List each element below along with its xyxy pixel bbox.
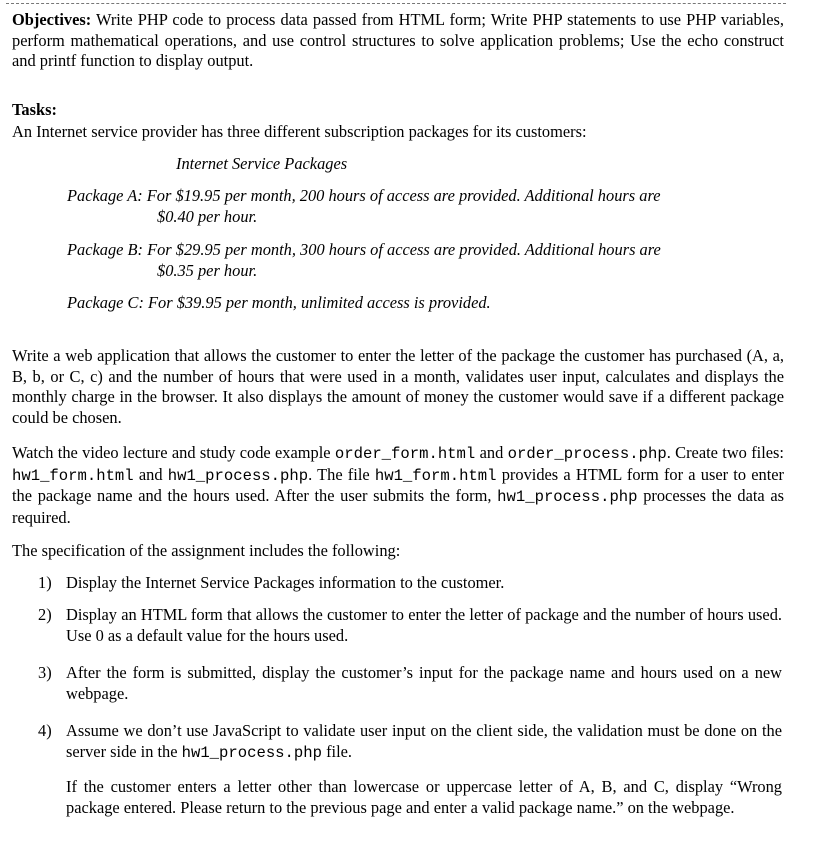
watch-text-1: Watch the video lecture and study code example bbox=[12, 443, 335, 462]
objectives-label: Objectives: bbox=[12, 10, 92, 29]
tasks-heading: Tasks: bbox=[12, 100, 57, 119]
spec-number-1: 1) bbox=[38, 573, 52, 592]
spec-text-4 bbox=[66, 721, 782, 763]
spec-number-2: 2) bbox=[38, 605, 52, 624]
watch-text-5: . The file bbox=[308, 464, 375, 484]
code-hw1-process-3: hw1_process.php bbox=[181, 743, 322, 762]
watch-text-6: provides a HTML form for a user to enter the package name and the hours used. After the user submits the form, bbox=[12, 464, 784, 505]
objectives-text: Write PHP code to process data passed from HTML form; Write PHP statements to use PHP variables, perform mathematical operations, and use control structures to solve application problems; Use the echo construct and printf function to display output. bbox=[12, 10, 784, 70]
code-order-form: order_form.html bbox=[334, 445, 476, 463]
spec-number-3: 3) bbox=[38, 663, 52, 682]
package-a bbox=[67, 186, 767, 227]
spec-note-4: If the customer enters a letter other than lowercase or uppercase letter of A, B, and C, display “Wrong package entered. Please return to the previous page and enter a valid package name.” on the webpage. bbox=[66, 777, 782, 817]
spec-intro: The specification of the assignment includes the following: bbox=[12, 541, 401, 560]
spec-text-4a: Assume we don’t use JavaScript to validate user input on the client side, the validation must be done on the server side in the bbox=[66, 721, 782, 761]
spec-text-1: Display the Internet Service Packages information to the customer. bbox=[66, 573, 505, 592]
package-a-line2: $0.40 per hour. bbox=[157, 206, 258, 226]
watch-text-3: . Create two files: bbox=[666, 443, 784, 462]
code-hw1-process-2: hw1_process.php bbox=[497, 488, 638, 506]
watch-text-7: processes the data as required. bbox=[12, 486, 784, 527]
package-b-line1: Package B: For $29.95 per month, 300 hours of access are provided. Additional hours are bbox=[67, 240, 661, 259]
code-hw1-form-2: hw1_form.html bbox=[374, 466, 497, 485]
package-b bbox=[67, 240, 767, 281]
spec-text-2: Display an HTML form that allows the customer to enter the letter of package and the number of hours used. Use 0 as a default value for the hours used. bbox=[66, 605, 782, 645]
top-divider bbox=[6, 3, 786, 4]
spec-text-4b: file. bbox=[321, 741, 353, 761]
tasks-intro: An Internet service provider has three different subscription packages for its customers: bbox=[12, 122, 587, 141]
code-hw1-form: hw1_form.html bbox=[12, 466, 134, 485]
package-c bbox=[67, 293, 767, 314]
watch-paragraph bbox=[12, 443, 784, 528]
spec-number-4: 4) bbox=[38, 721, 52, 740]
spec-text-3: After the form is submitted, display the customer’s input for the package name and hours used on a new webpage. bbox=[66, 663, 782, 703]
watch-text-2: and bbox=[475, 443, 508, 462]
code-order-process: order_process.php bbox=[507, 445, 667, 463]
packages-title: Internet Service Packages bbox=[176, 154, 348, 173]
watch-text-4: and bbox=[133, 464, 168, 484]
package-b-line2: $0.35 per hour. bbox=[157, 260, 258, 280]
package-a-line1: Package A: For $19.95 per month, 200 hours of access are provided. Additional hours are bbox=[67, 186, 661, 205]
package-c-line1: Package C: For $39.95 per month, unlimited access is provided. bbox=[67, 293, 491, 312]
description-paragraph: Write a web application that allows the customer to enter the letter of the package the customer has purchased (A, a, B, b, or C, c) and the number of hours that were used in a month, validates user input, calculates and displays the monthly charge in the browser. It also displays the amount of money the customer would save if a different package could be chosen. bbox=[12, 346, 784, 427]
code-hw1-process: hw1_process.php bbox=[167, 466, 309, 485]
objectives-paragraph bbox=[12, 10, 784, 72]
